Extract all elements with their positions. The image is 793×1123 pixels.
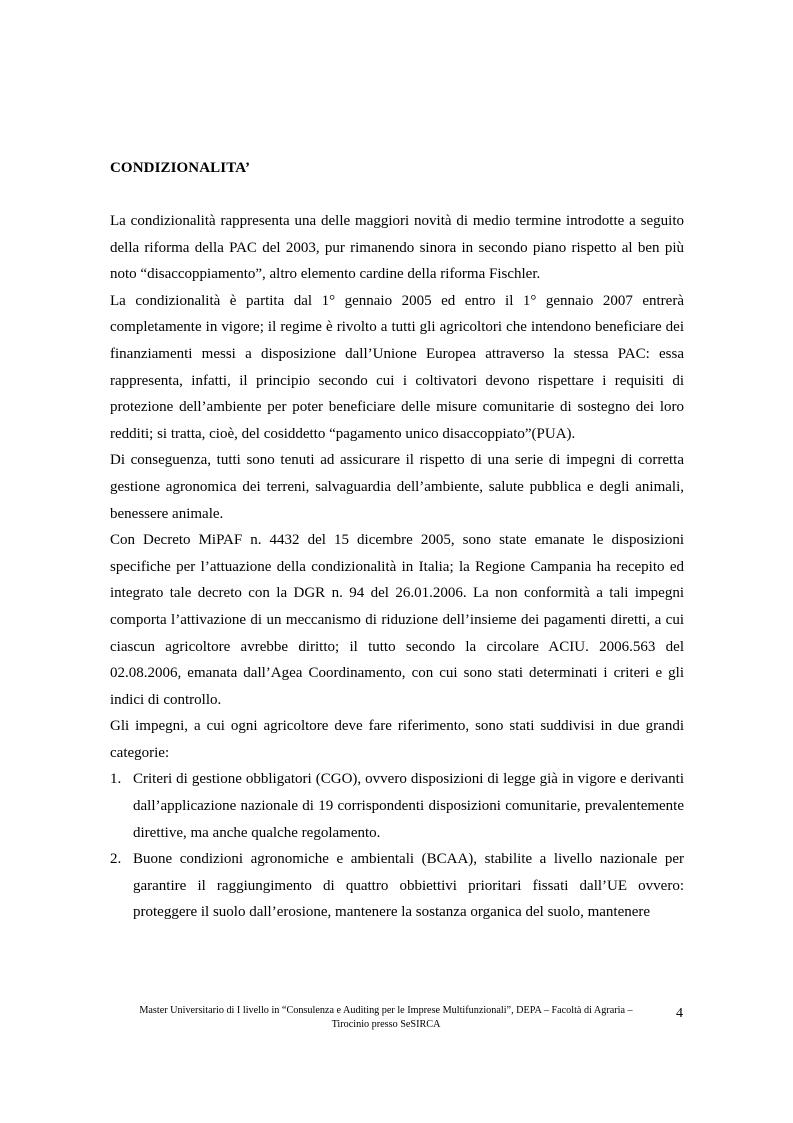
list-item-number: 2. <box>110 851 122 868</box>
paragraph: La condizionalità è partita dal 1° gennaio 2005 ed entro il 1° gennaio 2007 entrerà completamente in vigore; il regime è rivolto a tutti gli agricoltori che intendono beneficiare dei finanziamenti messi a disposizione dall’Unione Europea attraverso la stessa PAC: essa rappresenta, infatti, il principio secondo cui i coltivatori devono rispettare i requisiti di protezione dell’ambiente per poter beneficiare delle misure comunitarie di sostegno dei loro redditi; si tratta, cioè, del cosiddetto “pagamento unico disaccoppiato”(PUA). <box>110 292 684 442</box>
list-item-text: Buone condizioni agronomiche e ambientali (BCAA), stabilite a livello nazionale per garantire il raggiungimento di quattro obbiettivi prioritari fissati dall’UE ovvero: proteggere il suolo dall’erosione, mantenere la sostanza organica del suolo, mantenere <box>133 851 684 921</box>
paragraph: Con Decreto MiPAF n. 4432 del 15 dicembre 2005, sono state emanate le disposizioni specifiche per l’attuazione della condizionalità in Italia; la Regione Campania ha recepito ed integrato tale decreto con la DGR n. 94 del 26.01.2006. La non conformità a tali impegni comporta l’attivazione di un meccanismo di riduzione dell’insieme dei pagamenti diretti, a cui ciascun agricoltore avrebbe diritto; il tutto secondo la circolare ACIU. 2006.563 del 02.08.2006, emanata dall’Agea Coordinamento, con cui sono stati determinati i criteri e gli indici di controllo. <box>110 532 684 708</box>
paragraph: La condizionalità rappresenta una delle maggiori novità di medio termine introdotte a seguito della riforma della PAC del 2003, pur rimanendo sinora in secondo piano rispetto al ben più noto “disaccoppiamento”, altro elemento cardine della riforma Fischler. <box>110 213 684 283</box>
body-text <box>110 208 684 926</box>
paragraph: Di conseguenza, tutti sono tenuti ad assicurare il rispetto di una serie di impegni di corretta gestione agronomica dei terreni, salvaguardia dell’ambiente, salute pubblica e degli animali, benessere animale. <box>110 452 684 522</box>
section-heading: CONDIZIONALITA’ <box>110 160 251 176</box>
list-item-text: Criteri di gestione obbligatori (CGO), ovvero disposizioni di legge già in vigore e derivanti dall’applicazione nazionale di 19 corrispondenti disposizioni comunitarie, prevalentemente direttive, ma anche qualche regolamento. <box>133 771 684 841</box>
list-item <box>110 766 684 846</box>
page-footer <box>128 1004 644 1032</box>
list-item-number: 1. <box>110 771 122 788</box>
list-item <box>110 846 684 926</box>
page-number: 4 <box>676 1006 683 1021</box>
footer-line: Master Universitario di I livello in “Consulenza e Auditing per le Imprese Multifunzionali”, DEPA – Facoltà di Agraria – <box>139 1005 633 1016</box>
footer-line: Tirocinio presso SeSIRCA <box>331 1019 441 1030</box>
paragraph: Gli impegni, a cui ogni agricoltore deve fare riferimento, sono stati suddivisi in due grandi categorie: <box>110 718 684 761</box>
numbered-list <box>110 766 684 926</box>
